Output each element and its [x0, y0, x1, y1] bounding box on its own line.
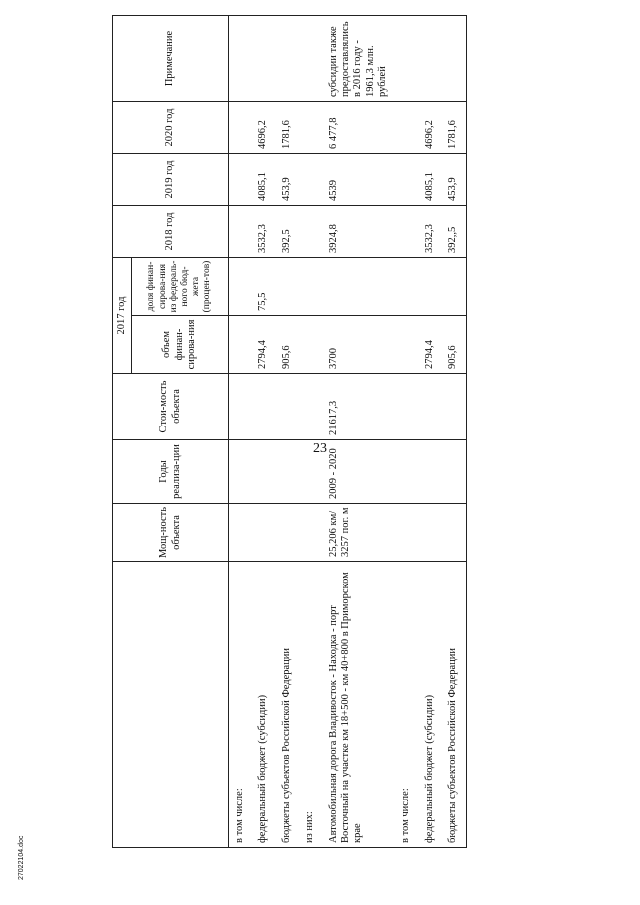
cell-cost: [299, 374, 322, 440]
cell-2020: [229, 102, 253, 154]
row-label: в том числе:: [229, 562, 253, 848]
cell-cost: [276, 374, 299, 440]
cell-note: субсидии также предоставлялись в 2016 году - 1961,3 млн. рублей: [323, 16, 396, 102]
header-2020: 2020 год: [113, 102, 229, 154]
cell-2018: [299, 206, 322, 258]
cell-note: [419, 16, 442, 102]
table-header: [113, 16, 229, 848]
cell-capacity: [395, 504, 418, 562]
footer-filename: 27022104.doc: [18, 835, 25, 880]
cell-capacity: [229, 504, 253, 562]
cell-2019: 4085,1: [419, 154, 442, 206]
cell-years: [276, 440, 299, 504]
page-number: 23: [313, 441, 327, 456]
cell-cost: [442, 374, 466, 440]
cell-2017-volume: [229, 316, 253, 374]
cell-2019: 453,9: [442, 154, 466, 206]
cell-2019: [395, 154, 418, 206]
cell-capacity: 25,206 км/ 3257 пог. м: [323, 504, 396, 562]
table-row: [229, 16, 253, 848]
cell-2017-share: [229, 258, 253, 316]
cell-2017-volume: 2794,4: [419, 316, 442, 374]
cell-note: [276, 16, 299, 102]
cell-note: [299, 16, 322, 102]
cell-capacity: [276, 504, 299, 562]
cell-cost: [395, 374, 418, 440]
cell-2018: 3532,3: [419, 206, 442, 258]
cell-2018: 3532,3: [252, 206, 275, 258]
cell-capacity: [442, 504, 466, 562]
cell-2018: [395, 206, 418, 258]
table-row: [276, 16, 299, 848]
table-row: [299, 16, 322, 848]
cell-2017-volume: [299, 316, 322, 374]
cell-2020: 6 477,8: [323, 102, 396, 154]
cell-2018: [229, 206, 253, 258]
table-row: [442, 16, 466, 848]
cell-years: [442, 440, 466, 504]
cell-2017-volume: 905,6: [276, 316, 299, 374]
cell-2018: 3924,8: [323, 206, 396, 258]
cell-years: [252, 440, 275, 504]
cell-2017-volume: 905,6: [442, 316, 466, 374]
budget-table: [112, 15, 467, 848]
table-row: [419, 16, 442, 848]
cell-2017-share: [442, 258, 466, 316]
cell-2019: 4539: [323, 154, 396, 206]
cell-note: [252, 16, 275, 102]
cell-2017-share: [299, 258, 322, 316]
table-row: [395, 16, 418, 848]
cell-note: [229, 16, 253, 102]
header-2018: 2018 год: [113, 206, 229, 258]
cell-capacity: [252, 504, 275, 562]
cell-cost: [229, 374, 253, 440]
cell-2017-share: [395, 258, 418, 316]
cell-2017-volume: 3700: [323, 316, 396, 374]
header-years: Годы реализа-ции: [113, 440, 229, 504]
cell-cost: 21617,3: [323, 374, 396, 440]
row-label: из них:: [299, 562, 322, 848]
header-2017-group: 2017 год: [113, 258, 132, 374]
cell-2017-share: [323, 258, 396, 316]
cell-2019: 4085,1: [252, 154, 275, 206]
cell-2017-volume: [395, 316, 418, 374]
row-label: федеральный бюджет (субсидии): [419, 562, 442, 848]
cell-2020: 1781,6: [442, 102, 466, 154]
cell-2017-share: [276, 258, 299, 316]
cell-note: [442, 16, 466, 102]
cell-years: [395, 440, 418, 504]
cell-years: [419, 440, 442, 504]
cell-capacity: [419, 504, 442, 562]
header-note: Примечание: [113, 16, 229, 102]
cell-2020: [299, 102, 322, 154]
header-2017-volume: объем финан-сирова-ния: [132, 316, 229, 374]
cell-2018: 392,5: [276, 206, 299, 258]
cell-2018: 392,,5: [442, 206, 466, 258]
header-2019: 2019 год: [113, 154, 229, 206]
header-cost: Стои-мость объекта: [113, 374, 229, 440]
table-row: [252, 16, 275, 848]
header-capacity: Мощ-ность объекта: [113, 504, 229, 562]
cell-years: [299, 440, 322, 504]
rotated-table-area: [112, 21, 582, 848]
row-label: бюджеты субъектов Российской Федерации: [276, 562, 299, 848]
header-2017-federal-share: доля финан-сирова-ния из федераль-ного бюд-жета (процен-тов): [132, 258, 229, 316]
row-label: федеральный бюджет (субсидии): [252, 562, 275, 848]
cell-2020: [395, 102, 418, 154]
cell-2020: 4696,2: [252, 102, 275, 154]
row-label: Автомобильная дорога Владивосток - Находка - порт Восточный на участке км 18+500 - км 40+800 в Приморском крае: [323, 562, 396, 848]
cell-2020: 4696,2: [419, 102, 442, 154]
cell-2019: 453,9: [276, 154, 299, 206]
table-body: [229, 16, 467, 848]
row-label: в том числе:: [395, 562, 418, 848]
cell-cost: [252, 374, 275, 440]
table-row: [323, 16, 396, 848]
cell-2017-volume: 2794,4: [252, 316, 275, 374]
cell-years: [229, 440, 253, 504]
row-label: бюджеты субъектов Российской Федерации: [442, 562, 466, 848]
cell-2017-share: 75,5: [252, 258, 275, 316]
cell-note: [395, 16, 418, 102]
cell-2019: [299, 154, 322, 206]
cell-2019: [229, 154, 253, 206]
cell-2017-share: [419, 258, 442, 316]
cell-cost: [419, 374, 442, 440]
cell-years: 2009 - 2020: [323, 440, 396, 504]
cell-2020: 1781,6: [276, 102, 299, 154]
header-name-column: [113, 562, 229, 848]
cell-capacity: [299, 504, 322, 562]
